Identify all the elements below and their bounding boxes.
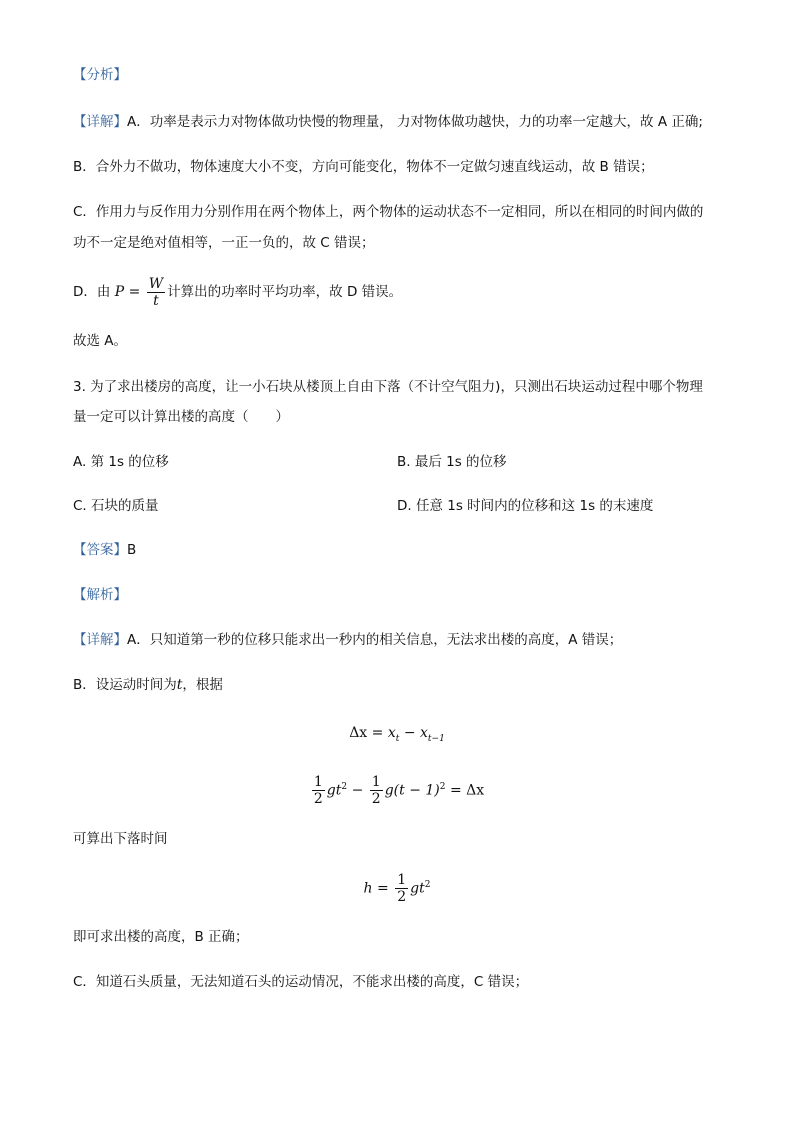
fall-time-line: 可算出下落时间 <box>73 831 168 847</box>
eq2-half-2 <box>370 774 383 807</box>
time-variable: t <box>176 677 183 693</box>
detail-c-line-1: C．作用力与反作用力分别作用在两个物体上，两个物体的运动状态不一定相同，所以在相同的时间内做的 <box>73 204 704 220</box>
eq2-den-2: 2 <box>371 791 381 808</box>
eq3-half <box>395 872 408 905</box>
eq3-h: h <box>363 880 373 897</box>
detail2-tag: 【详解】 <box>73 632 127 648</box>
eq2-g-2: g <box>384 782 394 799</box>
answer-line <box>73 541 136 559</box>
option-a: A. 第 1s 的位移 <box>73 454 169 470</box>
equation-displacement-diff: $\Delta x = x_t - x_{t-1}$ <box>349 725 445 744</box>
eq2-num-1: 1 <box>313 774 323 791</box>
eq2-den-1: 2 <box>313 791 323 808</box>
detail-a-text: A．功率是表示力对物体做功快慢的物理量， 力对物体做功越快，力的功率一定越大，故 A 正确; <box>127 114 703 130</box>
equation-free-fall-diff: $\frac{1}{2}$ $gt^2$ − $\frac{1}{2}$ $g(t - 1)^2 = \Delta x$ <box>313 774 485 808</box>
detail-d-prefix: D．由 <box>73 284 111 300</box>
eq2-half-1 <box>312 774 325 807</box>
option-c: C. 石块的质量 <box>73 498 159 514</box>
detail2-a-line <box>73 631 622 649</box>
equation-height: h = $\frac{1}{2}$ $gt^2$ <box>363 872 431 906</box>
detail-d-suffix: 计算出的功率时平均功率，故 D 错误。 <box>167 284 403 300</box>
eq2-num-2: 1 <box>371 774 381 791</box>
detail2-b-line <box>73 676 223 694</box>
detail2-b-suffix: ，根据 <box>182 677 223 693</box>
eq2-t-1: t <box>335 782 342 799</box>
eq3-num: 1 <box>397 872 407 889</box>
answer-tag: 【答案】 <box>73 542 127 558</box>
equals-sign: = <box>124 284 145 300</box>
eq3-den: 2 <box>397 889 407 906</box>
detail2-a-text: A．只知道第一秒的位移只能求出一秒内的相关信息，无法求出楼的高度，A 错误； <box>127 632 623 648</box>
detail2-b-prefix: B．设运动时间为 <box>73 677 177 693</box>
eq3-t: t <box>419 880 425 897</box>
detail-d-line <box>73 275 402 309</box>
eq2-g-1: g <box>326 782 336 799</box>
eq2-rhs: Δx <box>466 782 485 799</box>
detail-b-line: B．合外力不做功，物体速度大小不变，方向可能变化，物体不一定做匀速直线运动，故 B 错误； <box>73 159 654 175</box>
eq2-t-minus-1: (t − 1) <box>393 782 440 799</box>
question3-stem-1: 3. 为了求出楼房的高度，让一小石块从楼顶上自由下落（不计空气阻力)，只测出石块运动过程中哪个物理 <box>73 379 703 395</box>
analysis-header: 【分析】 <box>73 67 127 83</box>
answer-value: B <box>127 542 137 558</box>
analysis2-header: 【解析】 <box>73 587 127 603</box>
fraction-denominator: t <box>153 292 159 309</box>
eq1-lhs: Δx <box>349 725 368 741</box>
conclusion-line: 故选 A。 <box>73 333 128 349</box>
fraction-numerator: W <box>148 275 164 292</box>
eq1-sub-t: t <box>395 733 400 744</box>
eq1-sub-t1: t−1 <box>427 733 445 744</box>
eq2-exp-2: 2 <box>439 782 446 792</box>
power-fraction <box>147 276 165 309</box>
detail-a-line <box>73 113 703 131</box>
detail-c-line-2: 功不一定是绝对值相等，一正一负的，故 C 错误； <box>73 235 375 251</box>
eq2-exp-1: 2 <box>341 782 348 792</box>
power-symbol: P <box>114 284 125 300</box>
detail-tag: 【详解】 <box>73 114 127 130</box>
eq3-g: g <box>410 880 420 897</box>
question3-stem-2: 量一定可以计算出楼的高度（ ） <box>73 409 289 425</box>
eq3-exp: 2 <box>424 880 431 890</box>
detail2-c-line: C．知道石头质量，无法知道石头的运动情况，不能求出楼的高度，C 错误； <box>73 974 529 990</box>
eq1-x2: x <box>420 725 428 741</box>
option-d: D. 任意 1s 时间内的位移和这 1s 的末速度 <box>397 498 654 514</box>
b-conclusion-line: 即可求出楼的高度，B 正确； <box>73 929 249 945</box>
option-b: B. 最后 1s 的位移 <box>397 454 507 470</box>
eq1-x: x <box>387 725 396 741</box>
